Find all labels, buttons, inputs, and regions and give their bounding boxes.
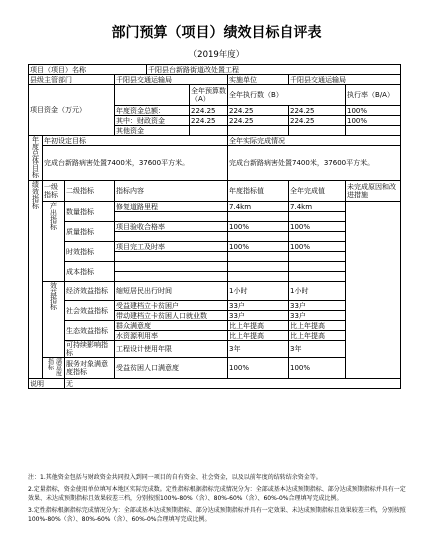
fiscal-label: 其中：财政资金 [115,116,190,126]
other-rate [346,126,401,136]
indicator-header-row [29,181,401,202]
goal-set-header: 年初设定目标 [43,136,228,146]
benefit-type: 社会效益指标 [65,301,115,321]
output-row [29,262,401,272]
output-row [29,202,401,212]
level2-header: 二级指标 [65,181,115,202]
evaluation-table [28,64,401,389]
benefit-label: 效益指标 [43,282,65,358]
rate-header: 执行率（B/A） [346,85,401,106]
output-content: 项目完工及时率 [115,242,228,252]
benefit-actual: 比上年提高 [289,331,346,341]
output-target: 100% [228,242,289,252]
benefit-actual: 1小时 [289,282,346,301]
exec-header: 全年执行数（B） [228,85,346,106]
reason-header: 未完成原因和改进措施 [346,181,401,202]
dept-value: 千阳县交通运输局 [115,75,228,85]
fiscal-budget: 224.25 [190,116,228,126]
total-exec: 224.25 [228,106,289,116]
fund-header-row [29,85,401,106]
output-label: 产出指标 [43,202,65,282]
output-target: 7.4km [228,202,289,212]
benefit-actual: 33户 [289,311,346,321]
actual-header: 全年完成值 [289,181,346,202]
other-label: 其他资金 [115,126,190,136]
output-actual: 100% [289,242,346,252]
benefit-target: 33户 [228,301,289,311]
benefit-target: 33户 [228,311,289,321]
output-type: 质量指标 [65,222,115,242]
page-title: 部门预算（项目）绩效目标自评表 [111,25,322,41]
benefit-type: 生态效益指标 [65,321,115,341]
output-row [29,242,401,252]
satisfaction-label: 满意度指标 [43,358,65,379]
benefit-type: 可持续影响指标 [65,341,115,358]
benefit-content: 群众满意度 [115,321,228,331]
project-name-value: 千阳县台新路街道改处置工程 [147,65,401,75]
benefit-actual: 33户 [289,301,346,311]
budget-header: 全年预算数（A） [190,85,228,106]
fiscal-rate: 100% [346,116,401,126]
output-content [115,262,228,272]
explain-label: 说明 [29,379,65,389]
target-header: 年度指标值 [228,181,289,202]
indicator-header: 指标内容 [115,181,228,202]
total-rate: 100% [346,106,401,116]
benefit-row [29,341,401,358]
reason-cell [346,202,401,379]
benefit-target: 1小时 [228,282,289,301]
benefit-type: 经济效益指标 [65,282,115,301]
output-row [29,222,401,232]
benefit-content: 带动建档立卡贫困人口就业数 [115,311,228,321]
output-type: 数量指标 [65,202,115,222]
explain-value: 无 [65,379,401,389]
output-type: 时效指标 [65,242,115,262]
benefit-content: 工程设计使用年限 [115,341,228,358]
footnotes [28,473,408,527]
output-actual [289,262,346,272]
fund-label: 项目资金（万元） [29,85,115,136]
satisfaction-actual: 100% [289,358,346,379]
benefit-content: 水资源利用率 [115,331,228,341]
satisfaction-target: 100% [228,358,289,379]
year-total-label: 年度资金总额： [115,106,190,116]
level1-header: 一级指标 [43,181,65,202]
goal-done-value: 完成台新路病害处置7400米，37600平方米。 [228,146,401,181]
benefit-row [29,321,401,331]
benefit-row [29,282,401,301]
benefit-target: 比上年提高 [228,321,289,331]
total-exec-b: 224.25 [289,106,346,116]
benefit-target: 3年 [228,341,289,358]
benefit-content: 受益建档立卡贫困户 [115,301,228,311]
annual-goal-label: 年度总体目标 [29,136,43,181]
other-exec [228,126,289,136]
output-target: 100% [228,222,289,232]
fiscal-exec-b: 224.25 [289,116,346,126]
satisfaction-content: 受益贫困人口满意度 [115,358,228,379]
explain-row [29,379,401,389]
other-exec-b [289,126,346,136]
impl-unit-label: 实施单位 [228,75,289,85]
impl-unit-value: 千阳县交通运输局 [289,75,401,85]
note-item: 3.定性指标根据指标完成情况分为：全部或基本达成预期指标、部分达成预期指标并具有一定效果、未达成预期指标且效果较差三档，分别按照100%-80%（含）、80%-60%（含）、60%-0%合理填写完成比例。 [28,507,406,523]
benefit-actual: 比上年提高 [289,321,346,331]
note-item: 2.定量指标，资金使用单位填写本地区实际完成数。定性指标根据指标完成情况分为：全部或基本达成预期指标、部分达成预期指标并具有一定效果、未达成预期指标且效果较差三档，分别按照100%-80%（含）、80%-60%（含）、60%-0%合理填写完成比例。 [28,486,406,502]
output-target [228,262,289,272]
output-content: 修复道路里程 [115,202,228,212]
project-name-label: 项目（项目）名称 [29,65,147,75]
dept-row [29,75,401,85]
perf-indicators-label: 绩效指标 [29,181,43,379]
satisfaction-row [29,358,401,379]
goal-value-row [29,146,401,181]
goal-header-row [29,136,401,146]
note-item: 注：1.其他资金包括与财政资金共同投入到同一项目的自有资金、社会资金，以及以前年度的结转结余资金等。 [28,474,322,481]
satisfaction-type: 服务对象满意度指标 [65,358,115,379]
benefit-content: 缩短居民出行时间 [115,282,228,301]
other-budget [190,126,228,136]
output-content: 项目验收合格率 [115,222,228,232]
goal-set-value: 完成台新路病害处置7400米，37600平方米。 [43,146,228,181]
output-actual: 7.4km [289,202,346,212]
output-actual: 100% [289,222,346,232]
benefit-row [29,301,401,311]
total-budget: 224.25 [190,106,228,116]
fiscal-exec: 224.25 [228,116,289,126]
goal-done-header: 全年实际完成情况 [228,136,401,146]
benefit-actual: 3年 [289,341,346,358]
year-label: （2019年度） [188,50,245,60]
dept-label: 县级主管部门 [29,75,115,85]
output-type: 成本指标 [65,262,115,282]
project-row [29,65,401,75]
benefit-target: 比上年提高 [228,331,289,341]
